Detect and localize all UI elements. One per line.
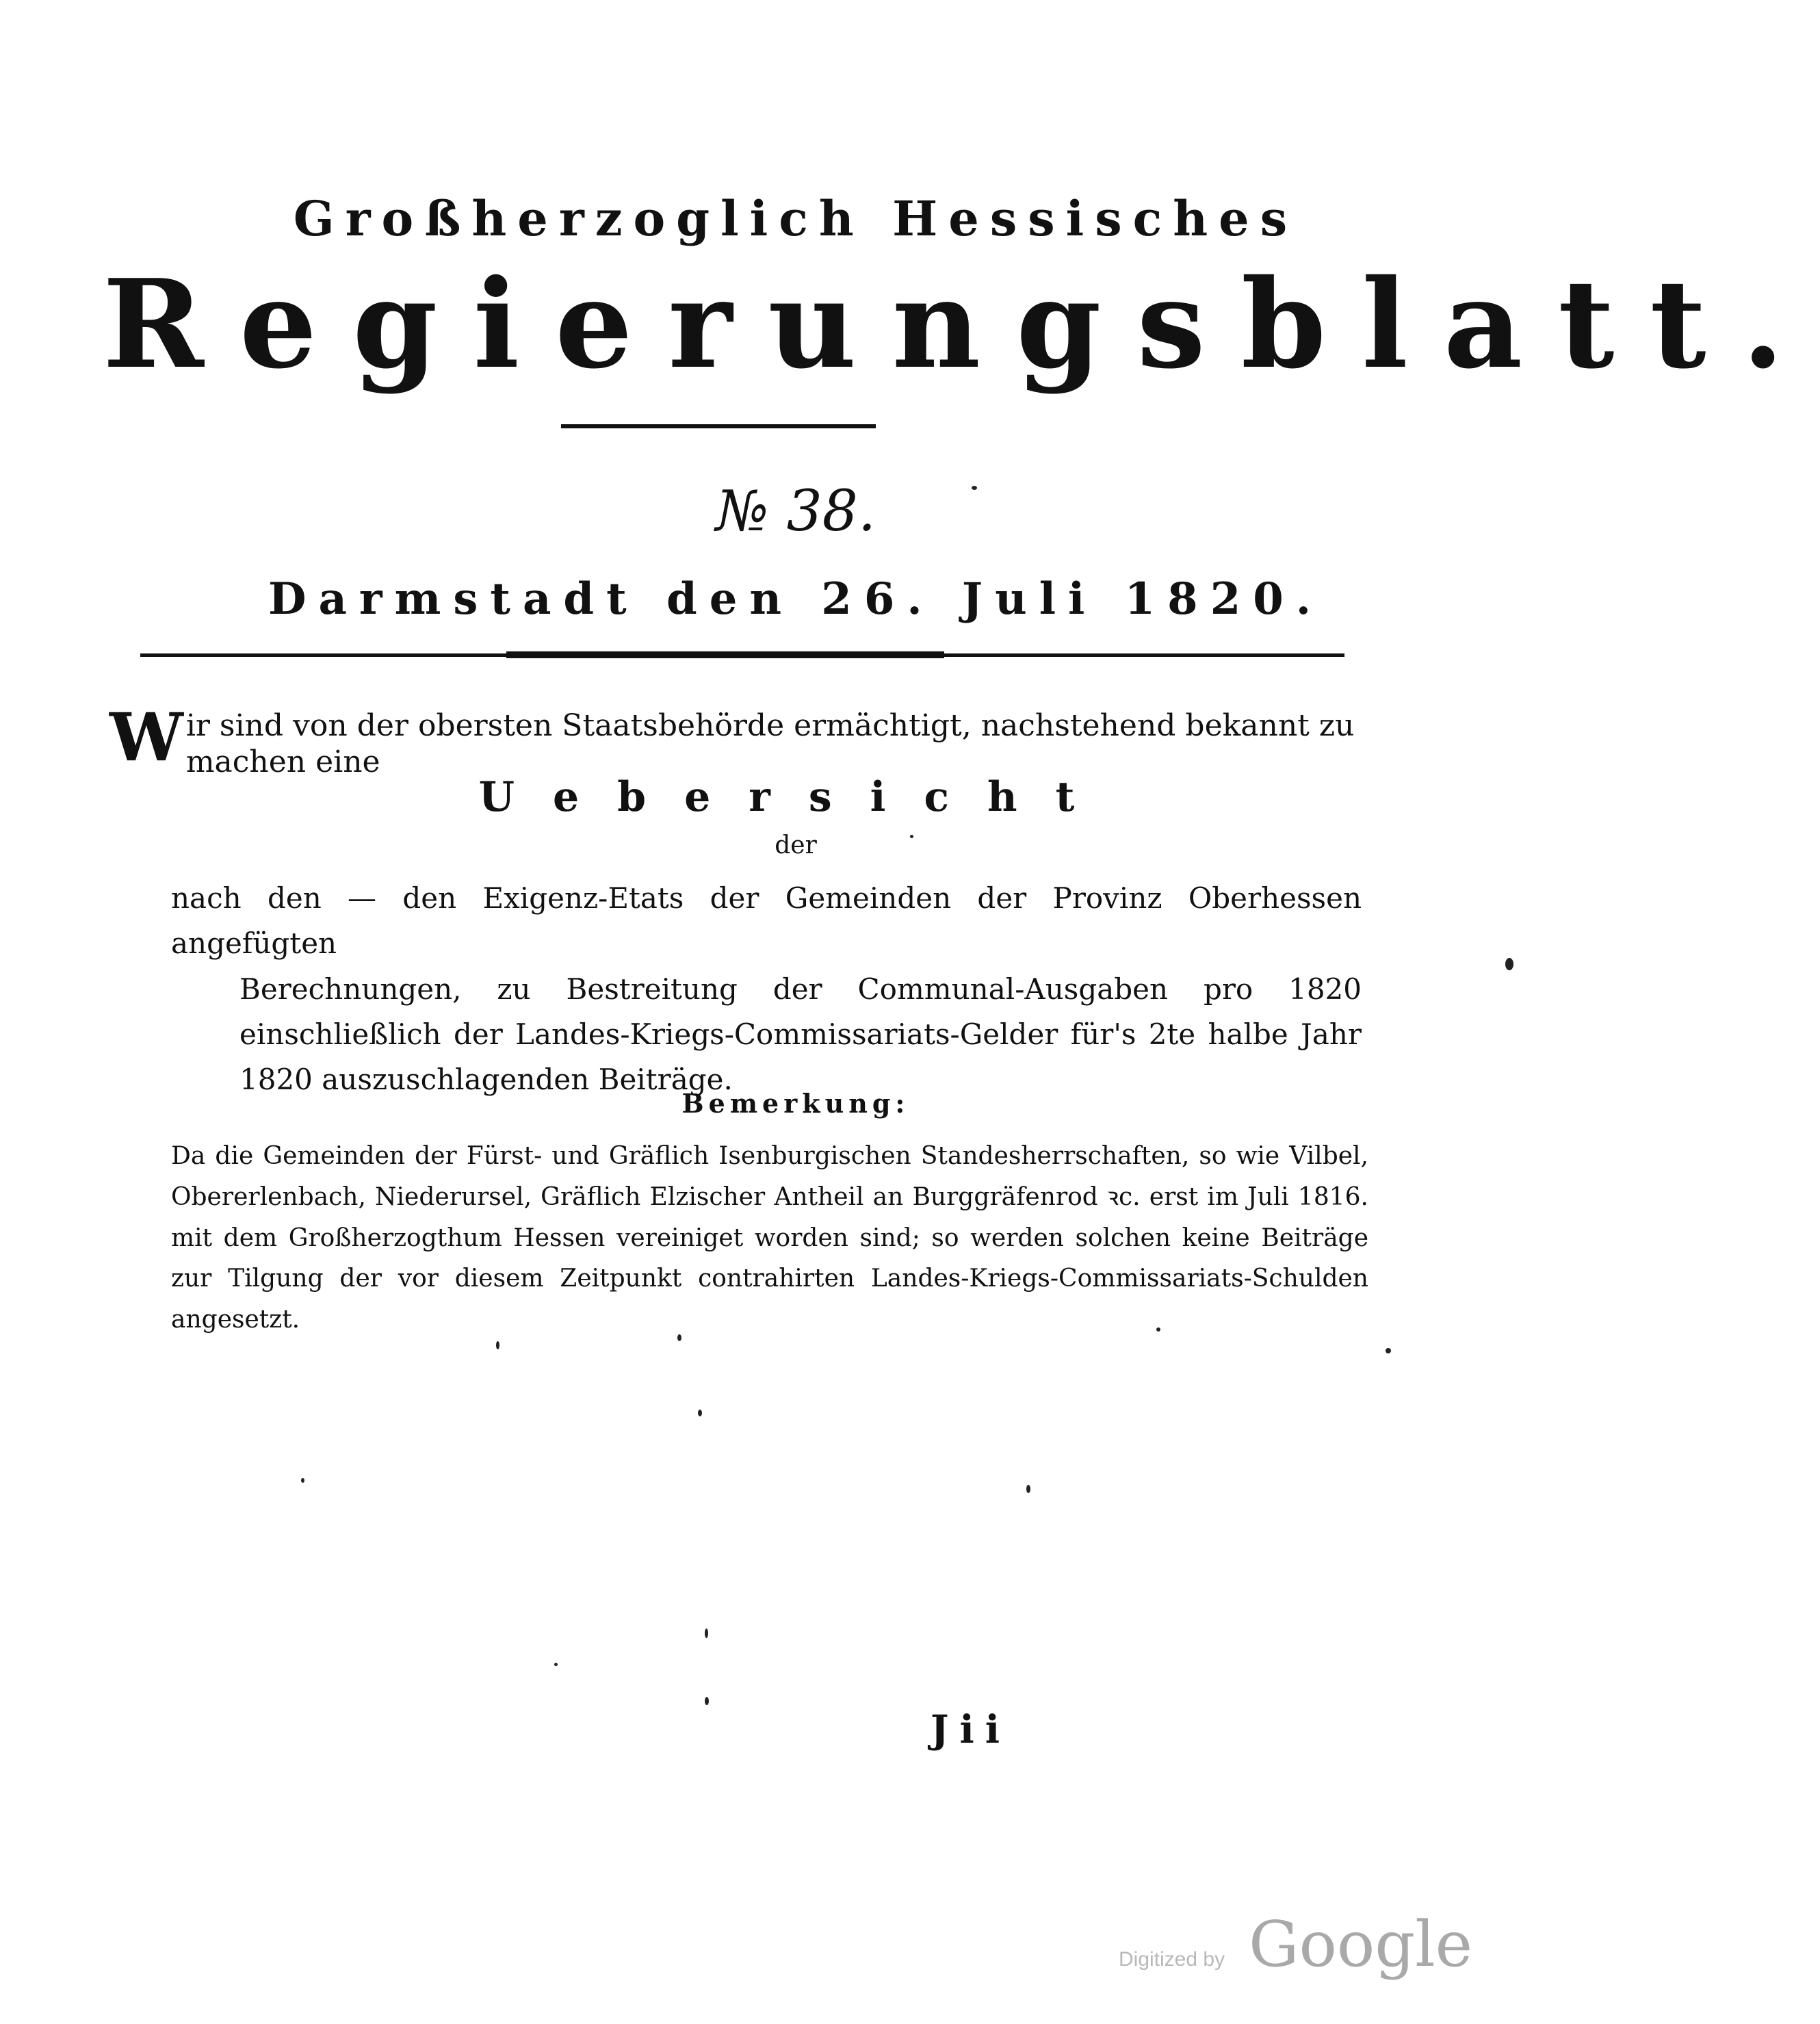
section-heading: Uebersicht	[478, 773, 1113, 821]
body-first-line: nach den — den Exigenz-Etats der Gemeinden der Provinz Oberhessen angefügten	[171, 881, 1362, 961]
scan-speck	[705, 1629, 708, 1638]
scan-speck	[1156, 1327, 1160, 1332]
body-continuation: Berechnungen, zu Bestreitung der Communal-Ausgaben pro 1820 einschließlich der Landes-Kriegs-Commissariats-Gelder für's 2te halbe Jahr 1820 auszuschlagenden Beiträge.	[239, 972, 1362, 1097]
scan-speck	[705, 1697, 709, 1705]
dropcap: W	[109, 699, 183, 776]
scan-speck	[1505, 958, 1513, 970]
scan-speck	[301, 1478, 304, 1483]
signature-mark: Jii	[931, 1707, 1011, 1752]
note-text: Da die Gemeinden der Fürst- und Gräflich Isenburgischen Standesherrschaften, so wie Vilbel, Obererlenbach, Niederursel, Gräflich Elzischer Antheil an Burggräfenrod ꝛc. erst im Juli 1816. mit dem Großherzogthum Hessen vereiniget worden sind; so werden solchen keine Beiträge zur Tilgung der vor diesem Zeitpunkt contrahirten Landes-Kriegs-Commissariats-Schulden angesetzt.	[171, 1142, 1368, 1334]
scan-speck	[1386, 1348, 1391, 1353]
digitization-watermark	[1119, 1906, 1473, 1981]
dateline: Darmstadt den 26. Juli 1820.	[268, 573, 1324, 625]
scan-speck	[910, 835, 913, 838]
issue-number: № 38.	[715, 479, 876, 544]
masthead-title: Regierungsblatt.	[103, 252, 1820, 395]
note-title: Bemerkung:	[681, 1088, 910, 1119]
scan-speck	[972, 486, 977, 490]
scan-speck	[1026, 1485, 1030, 1493]
section-article: der	[775, 831, 817, 859]
watermark-logo: Google	[1249, 1908, 1473, 1981]
masthead-rule	[561, 424, 876, 428]
scan-speck	[677, 1334, 681, 1341]
scan-speck	[496, 1341, 499, 1349]
dateline-rule-accent	[506, 651, 944, 658]
scan-speck	[554, 1663, 558, 1666]
watermark-prefix: Digitized by	[1119, 1948, 1225, 1971]
body-paragraph	[171, 876, 1362, 1103]
masthead-subtitle: Großherzoglich Hessisches	[293, 190, 1299, 247]
note-paragraph	[109, 1136, 1368, 1340]
intro-paragraph	[109, 699, 1368, 781]
intro-text: ir sind von der obersten Staatsbehörde ermächtigt, nachstehend bekannt zu machen eine	[185, 708, 1355, 779]
scan-speck	[698, 1410, 702, 1416]
